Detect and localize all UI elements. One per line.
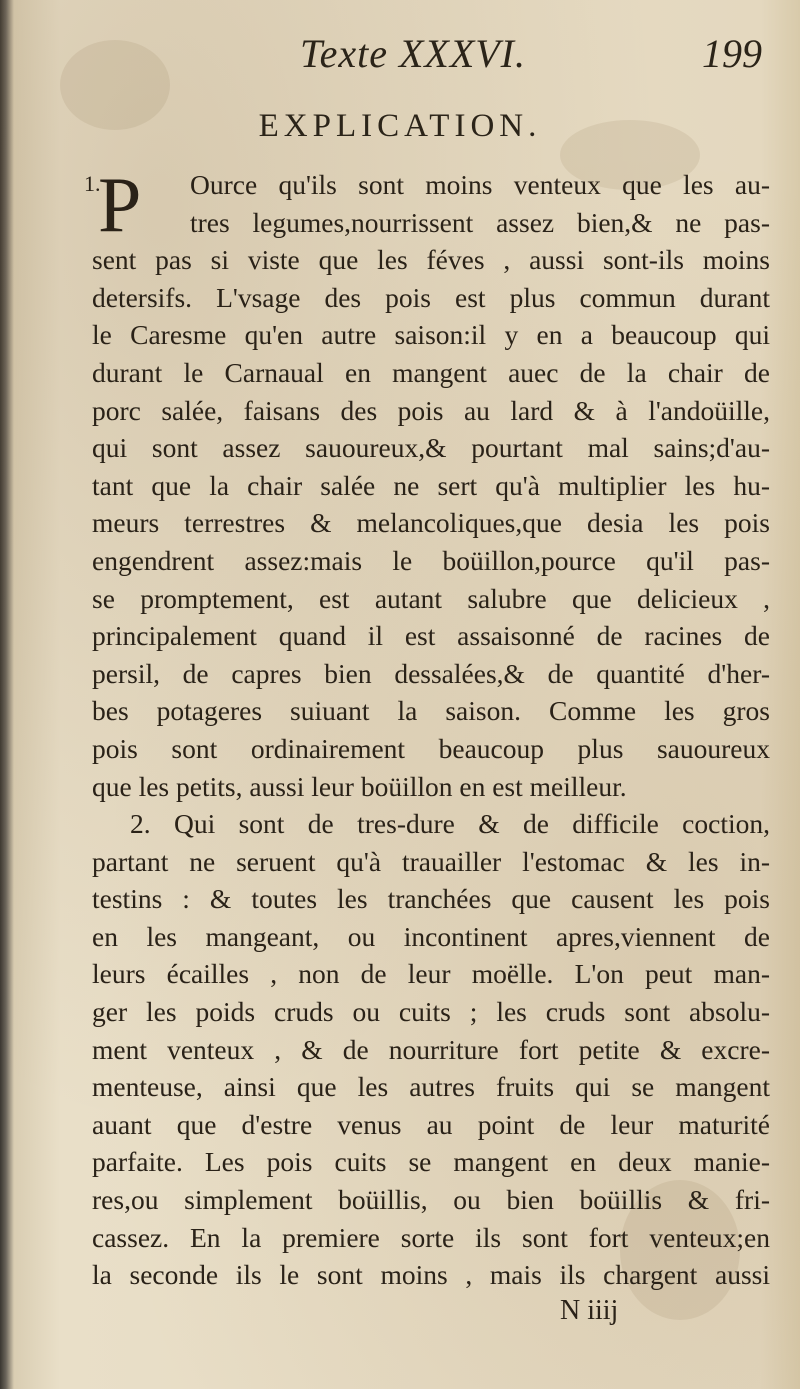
body-text — [84, 161, 770, 1294]
text-line: la seconde ils le sont moins , mais ils chargent aussi — [92, 1259, 770, 1291]
text-line: sent pas si viste que les féves , aussi sont-ils moins — [92, 244, 770, 276]
text-line: 2. Qui sont de tres-dure & de difficile coction, — [130, 808, 770, 840]
section-title: EXPLICATION. — [258, 108, 542, 144]
text-line: leurs écailles , non de leur moëlle. L'on peut man- — [92, 958, 770, 990]
text-line: Ource qu'ils sont moins venteux que les au- — [190, 169, 770, 200]
text-line: que les petits, aussi leur boüillon en est meilleur. — [92, 770, 627, 802]
text-line: auant que d'estre venus au point de leur maturité — [92, 1108, 770, 1140]
text-line: en les mangeant, ou incontinent apres,viennent de — [92, 920, 770, 952]
text-line: detersifs. L'vsage des pois est plus commun durant — [92, 281, 770, 313]
text-line: qui sont assez sauoureux,& pourtant mal sains;d'au- — [92, 432, 770, 464]
text-line: ger les poids cruds ou cuits ; les cruds sont absolu- — [92, 996, 770, 1028]
running-title: Texte XXXVI. — [300, 31, 527, 76]
text-line: persil, de capres bien dessalées,& de quantité d'her- — [92, 657, 770, 689]
text-line: ment venteux , & de nourriture fort petite & excre- — [92, 1033, 770, 1065]
paragraph-1 — [84, 161, 770, 805]
text-line: se promptement, est autant salubre que delicieux , — [92, 582, 770, 614]
text-line: le Caresme qu'en autre saison:il y en a beaucoup qui — [92, 319, 770, 351]
text-line: meurs terrestres & melancoliques,que desia les pois — [92, 507, 770, 539]
text-line: partant ne seruent qu'à trauailler l'estomac & les in- — [92, 845, 770, 877]
text-line: testins : & toutes les tranchées que causent les pois — [92, 883, 770, 915]
page-header — [0, 28, 800, 88]
paragraph-number: 1. — [84, 171, 101, 196]
text-line: engendrent assez:mais le boüillon,pource qu'il pas- — [92, 544, 770, 576]
page-number: 199 — [702, 31, 762, 76]
text-line: res,ou simplement boüillis, ou bien boüillis & fri- — [92, 1184, 770, 1216]
text-line: parfaite. Les pois cuits se mangent en deux manie- — [92, 1146, 770, 1178]
text-line: tant que la chair salée ne sert qu'à multiplier les hu- — [92, 469, 770, 501]
catchword-signature: N iiij — [560, 1295, 619, 1326]
text-line: cassez. En la premiere sorte ils sont fort venteux;en — [92, 1221, 770, 1253]
text-line: porc salée, faisans des pois au lard & à l'andoüille, — [92, 394, 770, 426]
paragraph-2 — [92, 805, 770, 1294]
text-line: durant le Carnaual en mangent auec de la chair de — [92, 356, 770, 388]
text-line: bes potageres suiuant la saison. Comme les gros — [92, 695, 770, 727]
text-line: principalement quand il est assaisonné de racines de — [92, 620, 770, 652]
text-line: pois sont ordinairement beaucoup plus sauoureux — [92, 732, 770, 764]
text-line: menteuse, ainsi que les autres fruits qui se mangent — [92, 1071, 770, 1103]
drop-cap: P — [98, 161, 142, 248]
text-line: tres legumes,nourrissent assez bien,& ne pas- — [190, 206, 770, 238]
